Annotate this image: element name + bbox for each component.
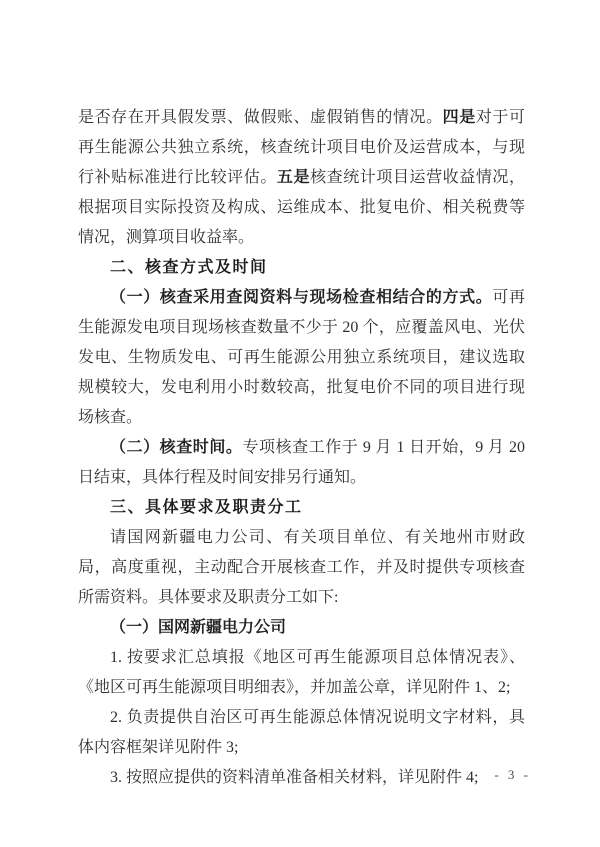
body-text: 请国网新疆电力公司、有关项目单位、有关地州市财政局，高度重视，主动配合开展核查工作，并及时提供专项核查所需资料。具体要求及职责分工如下:	[78, 529, 525, 606]
heading-text: 二、核查方式及时间	[110, 259, 268, 276]
section-heading-2	[78, 253, 525, 283]
paragraph-method	[78, 283, 525, 433]
emphasis-schedule-lead: （二）核查时间。	[110, 439, 243, 456]
body-text: 可再生能源发电项目现场核查数量不少于 20 个，应覆盖风电、光伏发电、生物质发电、可再生能源公用独立系统项目，建议选取规模较大，发电利用小时数较高，批复电价不同的项目进行现场核查。	[78, 289, 525, 426]
paragraph-schedule	[78, 433, 525, 493]
numbered-item-1	[78, 643, 525, 703]
emphasis-si-shi: 四是	[442, 109, 476, 126]
body-text: 1. 按要求汇总填报《地区可再生能源项目总体情况表》、《地区可再生能源项目明细表》，并加盖公章，详见附件 1、2;	[78, 649, 525, 696]
emphasis-method-lead: （一）核查采用查阅资料与现场检查相结合的方式。	[110, 289, 493, 306]
document-body	[78, 103, 525, 793]
page-number: - 3 -	[494, 767, 531, 782]
body-text: 2. 负责提供自治区可再生能源总体情况说明文字材料，具体内容框架详见附件 3;	[78, 709, 525, 756]
body-text: 3. 按照应提供的资料清单准备相关材料，详见附件 4;	[110, 769, 479, 786]
section-heading-3	[78, 493, 525, 523]
numbered-item-2	[78, 703, 525, 763]
emphasis-wu-shi: 五是	[276, 169, 311, 186]
body-text: 是否存在开具假发票、做假账、虚假销售的情况。	[78, 109, 443, 126]
paragraph-intro	[78, 523, 525, 613]
paragraph-continuation	[78, 103, 525, 253]
body-text: 核查统计项目运营收益情况，根据项目实际投资及构成、运维成本、批复电价、相关税费等情况，测算项目收益率。	[78, 169, 525, 246]
body-text: 对于可再生能源公共独立系统，核查统计项目电价及运营成本，与现行补贴标准进行比较评估。	[78, 109, 525, 186]
emphasis-company-heading: （一）国网新疆电力公司	[110, 619, 287, 636]
numbered-item-3	[78, 763, 525, 793]
body-text: 专项核查工作于 9 月 1 日开始，9 月 20 日结束，具体行程及时间安排另行通知。	[78, 439, 525, 486]
subsection-heading-company	[78, 613, 525, 643]
heading-text: 三、具体要求及职责分工	[110, 499, 303, 516]
